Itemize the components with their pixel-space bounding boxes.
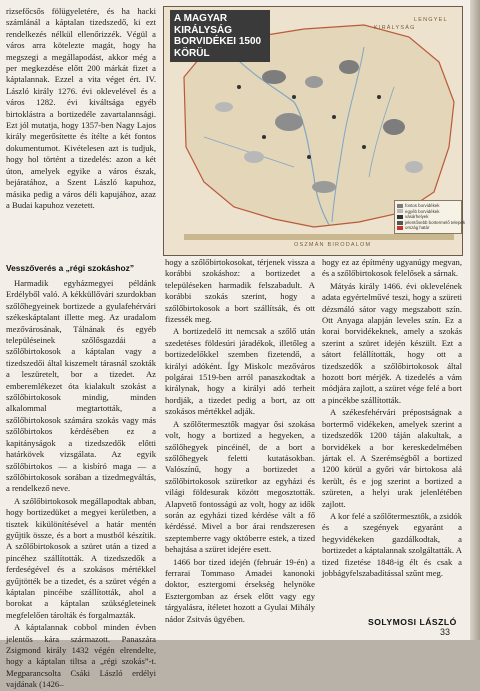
article-column-2: [6, 257, 156, 690]
article-column-4: [322, 257, 462, 602]
label-lengyel: LENGYEL: [414, 17, 448, 23]
wine-region: [305, 76, 323, 88]
paragraph: A szőlőbirtokosok megállapodtak abban, hogy bortizedüket a megyei kerületben, a tisztek kikülönítésével a határ mentén gyűjtik össze, és a bort a mustból készítik. A szőlőbirtokosok a szüret után a tized a pincéhez szállították. A tizedszedők a ferdeségével és a szokásos mértékkel gyűjtötték be a tizedet, és a szüret végén a káptalan pincéibe szállították, ahol a borokat a káptalan szükségleteinek megfelelően tárolták és forgalmazták.: [6, 495, 156, 620]
map-legend: [394, 200, 466, 234]
wine-region: [312, 181, 336, 193]
paragraph: Mátyás király 1466. évi oklevelének adata egyértelművé teszi, hogy a szüreti dézsmáló sátor vagy megszabott szín. Ott Anyaga alapján leveles szín. Ez a korai borvidékeknek, amely a szokás szerint a szüret idején készült. Ezt a sátort felállították, hogy ott a tizedszedők a szőlőbirtokosok által hozott bort mérjék. A tizedelés a vám módjára zajlott, a szüret vége felé a bort a pincékbe szállították.: [322, 280, 462, 405]
paragraph: hogy a szőlőbirtokosokat, térjenek vissza a korábbi szokáshoz: a bortizedet a településeken harmadik felszabadult. A korábbi szokás szerint, hogy a szőlőbirtokosok a bort szállítsák, és ott fizessék meg.: [165, 257, 315, 325]
wine-region: [275, 113, 303, 131]
wine-region: [262, 70, 286, 84]
article-column-1: [6, 6, 156, 239]
legend-item: ország határ: [397, 225, 459, 231]
map-title: A MAGYAR KIRÁLYSÁG BORVIDÉKEI 1500 KÖRÜL: [170, 10, 270, 62]
wine-region: [339, 60, 359, 74]
wine-region: [244, 151, 264, 163]
legend-item: vásárhelyek: [397, 214, 459, 220]
paragraph: Harmadik egyházmegyei példánk Erdélyből való. A kékküllővári szurdokban szőlőhegyeinek bortizede a gyulafehérvári székeskáptalant illette meg. Az uradalom mezővárosának, Tálnának és egyéb településeinek szőlősgazdái a szőlőbirtokosok a káptalan vagy a tizedszedői által kiszemelt tárasnál szokták a leszüretelt, bor a tizedet. Az emberemlékezet óta kialakult szokást a szőlőbirtokosok mindig, minden alkalommal megtartották, a szőlőbirtokosok számára szokás vagy más szőlőbirtokos kérdésében ez a kapitányságok a tizedszedők előtti határkövek vizsgálata. Az egyik szőlőbirtokos — a kisbíró maga — a szőlőbirtokosok sorában a tizedmegváltás, a rendelkező neve.: [6, 278, 156, 494]
section-heading: Vesszőverés a „régi szokáshoz”: [6, 263, 135, 273]
article-column-3: [165, 257, 315, 632]
author-signature: SOLYMOSI LÁSZLÓ: [368, 617, 457, 627]
label-kiralysag: KIRÁLYSÁG: [374, 25, 416, 31]
page-number: 33: [440, 627, 451, 637]
paragraph: A kor felé a szőlőtermesztők, a zsidók és a szegények egyaránt a hegyvidékeken gazdálkodtak, a bortizedet a káptalannak szolgáltatták. A tized fizetése 1848-ig élt és csak a jobbágyfelszabadítással szűnt meg.: [322, 510, 462, 578]
paragraph: A szőlőtermesztők magyar ősi szokása volt, hogy a bortized a hegyeken, a szőlőhegyek pincéinél, de a bort a szőlőhegyek feletti kutatásokban. Valószínű, hogy a bortizedet a szőlőbirtokosok szüretkor az egyházi és világi földesurak között megosztották. Alapvető fontosságú az volt, hogy az idők során az egyházi tized kérdése vált a fő kérdéssé. Mivel a bor árai rendszeresen szeptemberre vagy októberre estek, a tized behajtása a szüret idejére esett.: [165, 418, 315, 555]
paragraph: A székesfehérvári prépostságnak a bortermő vidékeken, amelyek szerint a tizedszedők 1200 táján alakultak, a borvidékek a bor kereskedelmében jártak el. A Szerémségből a bortized 1200 körül a győri vár birtokosa alá került, és e jog szerint a bortized a szüreten, a helyi urak jelenlétében zajlott.: [322, 407, 462, 509]
paragraph: hogy ez az építmény ugyanúgy megvan, és a szőlőbirtokosok felelősek a sárnak.: [322, 257, 462, 279]
legend-item: jelentősebb bortermelő telepek: [397, 220, 459, 226]
wine-regions-map: [163, 6, 466, 256]
label-osman: OSZMÁN BIRODALOM: [294, 242, 372, 248]
legend-item: egyéb borvidékek: [397, 209, 459, 215]
paragraph: A bortizedelő itt nemcsak a szőlő után szedetéses földesúri járadékok, illetőleg a bortizedelőkkel szemben fizetendő, a királyi adóként. Így Miskolc mezőváros polgárai 1519-ben arról panaszkodtak a királynak, hogy a királyi adó terheit hordják, a tizedet pedig a bort, az ott szokásos mértékkel adják.: [165, 326, 315, 417]
wine-region: [383, 119, 405, 135]
paragraph: A káptalannak cobbol minden évben jelentős kára származott. Panaszára Zsigmond király 1432 végén elrendelte, hogy a káptalan tiltsa a „régi szokás”-t. Megparancsolta Csáki László erdélyi vajdának (1426–: [6, 622, 156, 690]
wine-region: [215, 102, 233, 112]
wine-region: [405, 161, 423, 173]
paragraph: 1466 bor tized idején (február 19-én) a ferrarai Tommaso Amadei kanonoki doktor, esztergomi érsekség helynöke Esztergomban az érsek előtt vagy egy tárgyalásra, ítéletet hozott a Gyulai Mihály nádor Zsitvás ügyében.: [165, 556, 315, 624]
legend-item: fontos borvidékek: [397, 203, 459, 209]
page-edge: [470, 0, 480, 640]
paragraph: rizsefőcsős fölügyeletére, és ha hacki számlánál a káptalan tizedszedő, ki ezt rendelkezés nélkül ellenőrizzék. Végül a város arra kötelezte magát, hogy ha megszegi a megállapodást, akkor még a per megkezdése előtt 200 márkát fizet a káptalannak. Ezzel a vita véget ért. IV. László király 1276. évi oklevelével és a város 1282. évi kiváltsága egyéb birtoklástra a bortizedéle zavartalannsági. Ezt jól mutatja, hogy 1357-ben Nagy Lajos király megerősítette és ítélte a két fontos dokumentumot. Kivételesen azt is tudjuk, hogy hol történt a tizedelés: azon a két úton, amelyek egyike a város észak, bejáratához, a Szent László kapuhoz, másika pedig a város déli kapujához, azaz a Budai kapuhoz vezetett.: [6, 6, 156, 210]
